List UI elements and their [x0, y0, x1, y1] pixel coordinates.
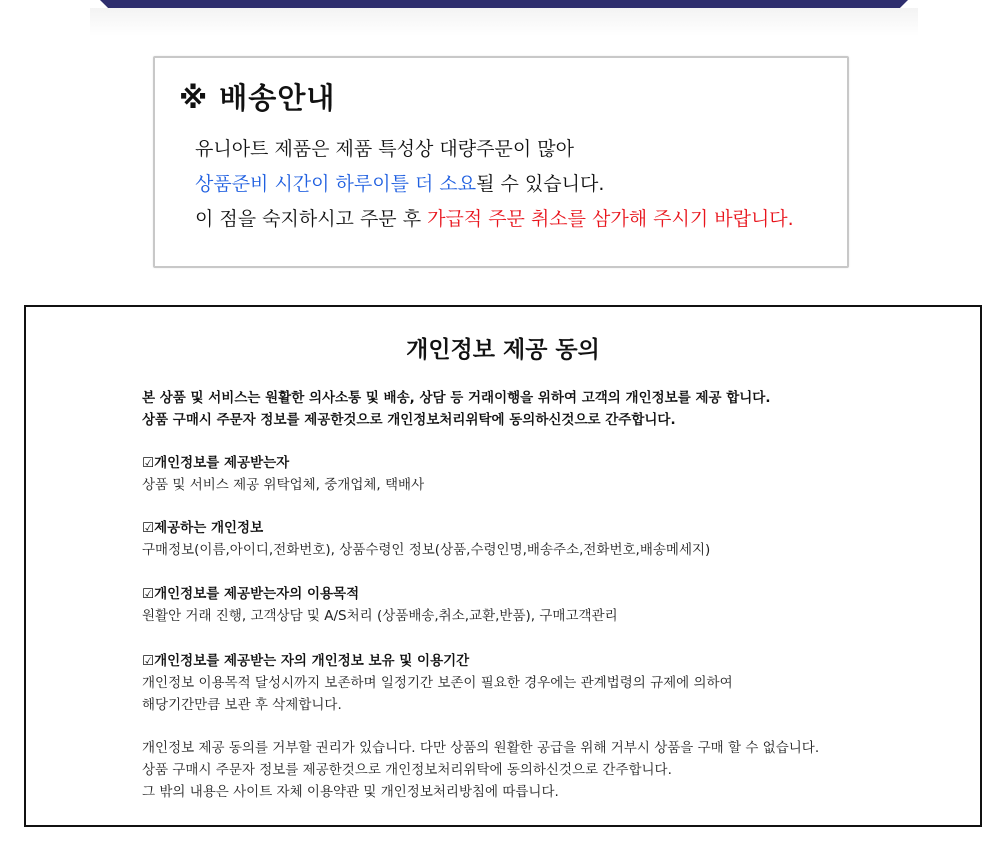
privacy-closing-line-1: 개인정보 제공 동의를 거부할 권리가 있습니다. 다만 상품의 원활한 공급을 위해 거부시 상품을 구매 할 수 없습니다. [142, 740, 820, 756]
section-purpose-heading: ☑개인정보를 제공받는자의 이용목적 [142, 586, 360, 602]
section-retention-text-1: 개인정보 이용목적 달성시까지 보존하며 일정기간 보존이 필요한 경우에는 관계법령의 규제에 의하여 [142, 675, 733, 691]
top-banner [100, 0, 908, 8]
privacy-closing-line-3: 그 밖의 내용은 사이트 자체 이용약관 및 개인정보처리방침에 따릅니다. [142, 784, 559, 800]
section-provided-info-heading: ☑제공하는 개인정보 [142, 520, 264, 536]
section-retention-heading: ☑개인정보를 제공받는 자의 개인정보 보유 및 이용기간 [142, 653, 470, 669]
section-provided-info-text: 구매정보(이름,아이디,전화번호), 상품수령인 정보(상품,수령인명,배송주소,전화번호,배송메세지) [142, 542, 711, 558]
shipping-notice-line-1-text: 유니아트 제품은 제품 특성상 대량주문이 많아 [195, 138, 574, 160]
shipping-notice-line-1 [195, 134, 574, 161]
privacy-title: 개인정보 제공 동의 [406, 337, 600, 363]
shipping-notice-title: ※ 배송안내 [179, 81, 336, 115]
section-recipient-text: 상품 및 서비스 제공 위탁업체, 중개업체, 택배사 [142, 477, 425, 493]
shipping-notice-line-2 [195, 169, 604, 196]
section-recipient-heading: ☑개인정보를 제공받는자 [142, 455, 290, 471]
shipping-notice-line-3 [195, 204, 794, 231]
top-banner-shadow [90, 8, 918, 36]
privacy-closing-line-2: 상품 구매시 주문자 정보를 제공한것으로 개인정보처리위탁에 동의하신것으로 간주합니다. [142, 762, 672, 778]
shipping-notice-line-2-rest: 될 수 있습니다. [476, 173, 605, 195]
section-retention-text-2: 해당기간만큼 보관 후 삭제합니다. [142, 697, 342, 713]
privacy-intro-line-2: 상품 구매시 주문자 정보를 제공한것으로 개인정보처리위탁에 동의하신것으로 간주합니다. [142, 412, 676, 428]
privacy-consent-box [24, 305, 982, 827]
shipping-notice-box [153, 56, 849, 268]
shipping-notice-highlight-blue: 상품준비 시간이 하루이틀 더 소요 [195, 173, 477, 195]
section-purpose-text: 원활안 거래 진행, 고객상담 및 A/S처리 (상품배송,취소,교환,반품), 구매고객관리 [142, 608, 618, 624]
shipping-notice-highlight-red: 가급적 주문 취소를 삼가해 주시기 바랍니다. [427, 208, 794, 230]
privacy-intro-line-1: 본 상품 및 서비스는 원활한 의사소통 및 배송, 상담 등 거래이행을 위하여 고객의 개인정보를 제공 합니다. [142, 390, 771, 406]
shipping-notice-line-3-start: 이 점을 숙지하시고 주문 후 [195, 208, 428, 230]
